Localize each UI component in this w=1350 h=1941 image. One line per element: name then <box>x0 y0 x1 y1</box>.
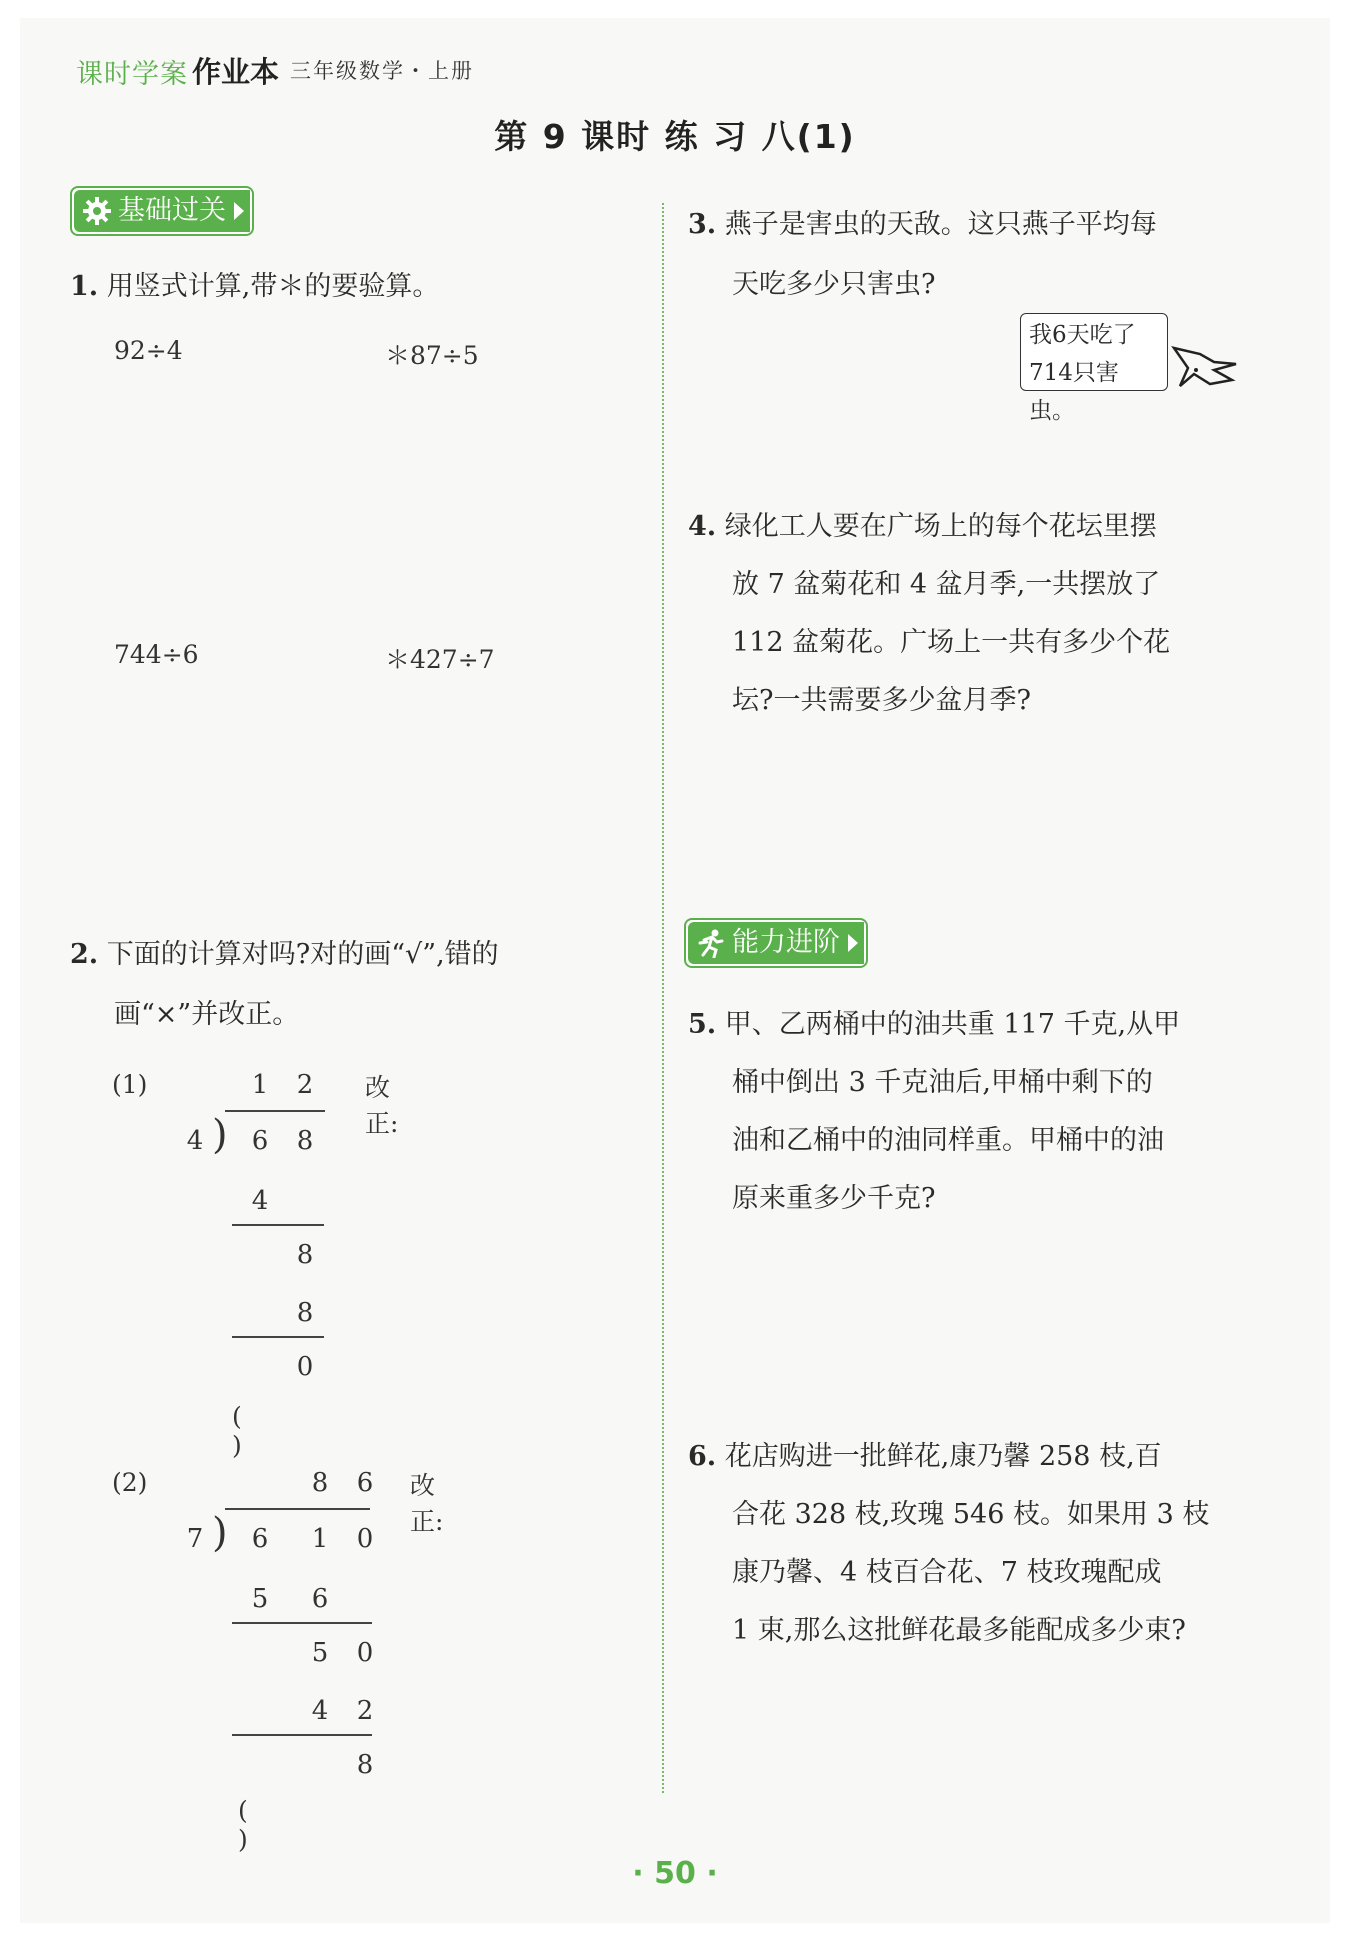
expression: 92÷4 <box>114 336 183 365</box>
workbook-page: 课时学案 作业本 三年级数学・上册 第 9 课时 练 习 八(1) 基础过关 1. 用竖式计算,带＊的要验算。 92÷4 ＊87÷5 744÷6 ＊427÷7 2. 下面的计算对吗?对的画“√”,错的 画“×”并改正。 (1) 改正: 1 2 4 ) 6 8 4 8 8 0 ( ) (2) 改正: 8 6 7 ) 6 1 0 5 6 5 0 4 2 8 ( ) 3. 燕子是害虫的天敌。这只燕子平均每 天吃多少只害虫? 我6天吃了 714只害虫。 4. 绿化工人要在广场上的每个花坛里摆 放 7 盆菊花和 4 盆月季,一共摆放了 112 盆菊花。广场上一共有多少个花 坛?一共需要多少盆月季? 能力进阶 5. 甲、乙两桶中的油共重 117 千克,从甲 桶中倒出 3 千克油后,甲桶中剩下的 油和乙桶中的油同样重。甲桶中的油 原来重多少千克? 6. 花店购进一批鲜花,康乃馨 258 枝,百 合花 328 枝,玫瑰 546 枝。如果用 3 枝 康乃馨、4 枝百合花、7 枝玫瑰配成 1 束,那么这批鲜花最多能配成多少束? · 50 · <box>20 18 1330 1923</box>
bubble-text: 我6天吃了 <box>1029 322 1136 348</box>
question-number: 4. <box>688 511 717 542</box>
column-divider <box>662 203 664 1793</box>
question-text: 坛?一共需要多少盆月季? <box>732 685 1031 716</box>
remainder: 0 <box>296 1352 314 1382</box>
step-digit: 8 <box>296 1298 314 1328</box>
book-name: 作业本 <box>192 55 280 89</box>
question-2 <box>70 926 499 984</box>
divisor: 7 <box>186 1524 204 1554</box>
runner-icon <box>696 928 726 958</box>
question-text: 112 盆菊花。广场上一共有多少个花 <box>732 627 1171 658</box>
arrow-right-icon <box>848 934 858 952</box>
question-3 <box>688 196 1157 254</box>
expression: ＊87÷5 <box>385 341 479 370</box>
step-digit: 5 <box>251 1584 269 1614</box>
bubble-text: 714只害虫。 <box>1029 360 1119 424</box>
answer-parentheses: ( ) <box>232 1402 242 1460</box>
quotient-digit: 1 <box>251 1070 269 1100</box>
part-label: (1) <box>112 1070 148 1099</box>
question-text: 下面的计算对吗?对的画“√”,错的 <box>106 939 499 970</box>
quotient-digit: 2 <box>296 1070 314 1100</box>
section-label: 能力进阶 <box>732 927 840 958</box>
dividend-digit: 8 <box>296 1126 314 1156</box>
question-number: 2. <box>70 939 99 970</box>
question-4 <box>688 498 1308 730</box>
dividend-digit: 1 <box>311 1524 329 1554</box>
question-text: 甲、乙两桶中的油共重 117 千克,从甲 <box>724 1009 1181 1040</box>
swallow-icon <box>1170 340 1240 400</box>
part-label: (2) <box>112 1468 148 1497</box>
question-6 <box>688 1428 1318 1660</box>
question-number: 5. <box>688 1009 717 1040</box>
correction-label: 改正: <box>365 1073 399 1138</box>
remainder: 8 <box>356 1750 374 1780</box>
question-5 <box>688 996 1308 1228</box>
question-text: 画“×”并改正。 <box>114 999 300 1030</box>
step-digit: 4 <box>311 1696 329 1726</box>
arrow-right-icon <box>234 202 244 220</box>
divisor: 4 <box>186 1126 204 1156</box>
question-text: 合花 328 枝,玫瑰 546 枝。如果用 3 枝 <box>732 1499 1210 1530</box>
question-text: 放 7 盆菊花和 4 盆月季,一共摆放了 <box>732 569 1161 600</box>
grade-label: 三年级数学・上册 <box>290 59 474 83</box>
question-text: 桶中倒出 3 千克油后,甲桶中剩下的 <box>732 1067 1153 1098</box>
expression: ＊427÷7 <box>385 645 495 674</box>
section-badge-advanced <box>684 918 868 968</box>
dividend-digit: 6 <box>251 1126 269 1156</box>
dividend-digit: 0 <box>356 1524 374 1554</box>
brand-name: 课时学案 <box>76 59 188 90</box>
gear-icon <box>82 196 112 226</box>
dividend-digit: 6 <box>251 1524 269 1554</box>
step-digit: 5 <box>311 1638 329 1668</box>
section-label: 基础过关 <box>118 195 226 226</box>
question-text: 天吃多少只害虫? <box>732 269 936 300</box>
question-text: 康乃馨、4 枝百合花、7 枝玫瑰配成 <box>732 1557 1162 1588</box>
question-text: 花店购进一批鲜花,康乃馨 258 枝,百 <box>724 1441 1162 1472</box>
question-text: 原来重多少千克? <box>732 1183 936 1214</box>
step-digit: 6 <box>311 1584 329 1614</box>
step-digit: 8 <box>296 1240 314 1270</box>
question-number: 1. <box>70 271 99 302</box>
expression: 744÷6 <box>114 640 199 669</box>
step-digit: 2 <box>356 1696 374 1726</box>
quotient-digit: 8 <box>311 1468 329 1498</box>
correction-label: 改正: <box>410 1471 444 1536</box>
question-text: 1 束,那么这批鲜花最多能配成多少束? <box>732 1615 1186 1646</box>
answer-parentheses: ( ) <box>238 1796 248 1854</box>
section-badge-basic <box>70 186 254 236</box>
question-text: 绿化工人要在广场上的每个花坛里摆 <box>724 511 1157 542</box>
question-text: 用竖式计算,带＊的要验算。 <box>106 271 440 302</box>
question-number: 6. <box>688 1441 717 1472</box>
question-text: 燕子是害虫的天敌。这只燕子平均每 <box>724 209 1157 240</box>
question-text: 油和乙桶中的油同样重。甲桶中的油 <box>732 1125 1164 1156</box>
page-number: · 50 · <box>632 1856 718 1891</box>
quotient-digit: 6 <box>356 1468 374 1498</box>
question-1 <box>70 258 439 316</box>
question-number: 3. <box>688 209 717 240</box>
step-digit: 4 <box>251 1186 269 1216</box>
speech-bubble <box>1020 313 1168 424</box>
page-title: 第 9 课时 练 习 八(1) <box>494 117 856 156</box>
step-digit: 0 <box>356 1638 374 1668</box>
